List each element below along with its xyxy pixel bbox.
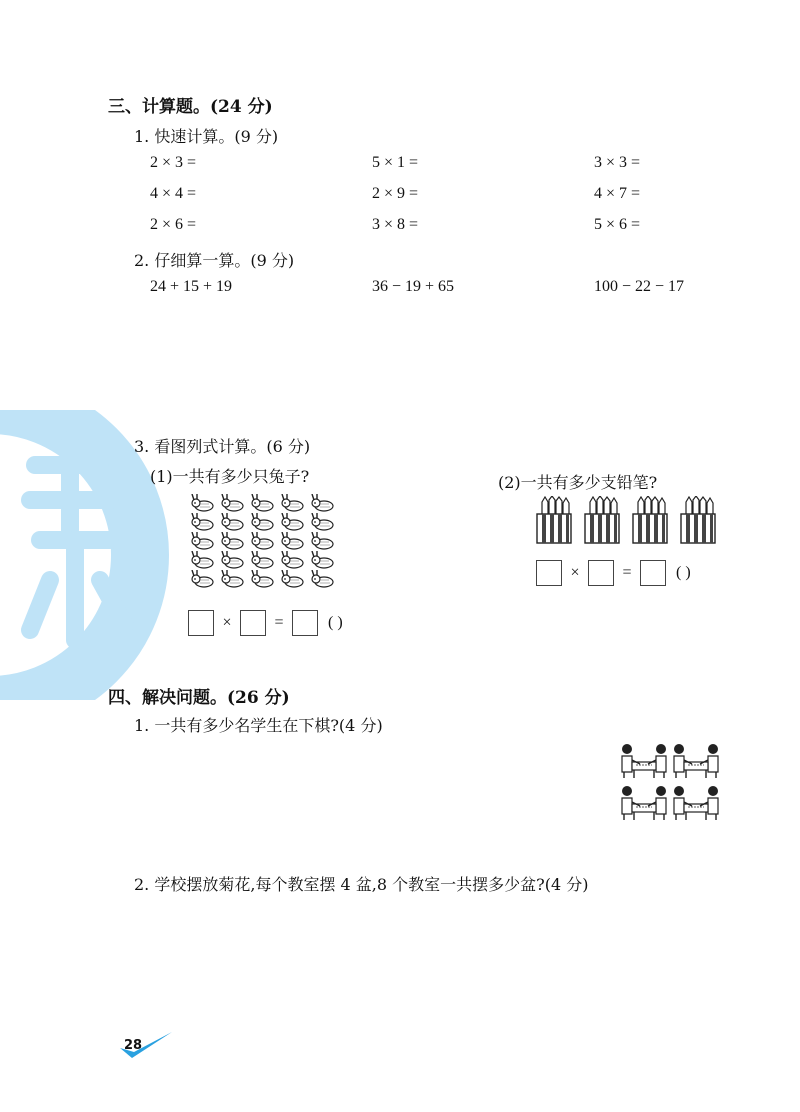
calc-item: 3 × 8 = [372, 216, 419, 233]
rabbit-icon [310, 570, 336, 589]
unit-parentheses: ( ) [676, 564, 691, 581]
rabbit-icon [280, 570, 306, 589]
pencil-cups [534, 496, 718, 548]
rabbit-icon [190, 551, 216, 570]
rabbit-icon [280, 494, 306, 513]
rabbit-icon [280, 513, 306, 532]
rabbit-icon [190, 513, 216, 532]
times-sign: × [570, 564, 580, 581]
answer-box[interactable] [536, 560, 562, 586]
rabbit-icon [310, 494, 336, 513]
equals-sign: = [622, 564, 632, 581]
pencil-cup-icon [630, 496, 670, 548]
rabbit-icon [310, 551, 336, 570]
chess-players-icon [672, 742, 720, 780]
rabbit-icon [310, 532, 336, 551]
rabbit-icon [190, 494, 216, 513]
rabbit-icon [220, 532, 246, 551]
rabbit-icon [250, 494, 276, 513]
rabbit-icon [250, 570, 276, 589]
calc-item: 2 × 9 = [372, 185, 419, 202]
chess-players-icon [620, 784, 668, 822]
chess-players-illustration [620, 742, 720, 822]
answer-box[interactable] [240, 610, 266, 636]
rabbit-icon [220, 570, 246, 589]
rabbit-icon [220, 513, 246, 532]
problem-2-text: 2. 学校摆放菊花,每个教室摆 4 盆,8 个教室一共摆多少盆?(4 分) [134, 875, 589, 894]
rabbit-icon [310, 513, 336, 532]
calc-expression: 100 − 22 − 17 [594, 278, 685, 295]
calc-item: 3 × 3 = [594, 154, 641, 171]
times-sign: × [222, 614, 232, 631]
rabbit-icon [280, 551, 306, 570]
answer-box[interactable] [188, 610, 214, 636]
rabbit-icon [190, 532, 216, 551]
rabbit-icon [250, 532, 276, 551]
calc-item: 4 × 4 = [150, 185, 197, 202]
question-2-title: 2. 仔细算一算。(9 分) [134, 251, 295, 270]
rabbit-icon [190, 570, 216, 589]
answer-box[interactable] [588, 560, 614, 586]
rabbit-icon [280, 532, 306, 551]
calc-item: 2 × 3 = [150, 154, 197, 171]
calc-item: 5 × 6 = [594, 216, 641, 233]
question-3-title: 3. 看图列式计算。(6 分) [134, 437, 311, 456]
question-1-title: 1. 快速计算。(9 分) [134, 127, 279, 146]
rabbit-icon [250, 513, 276, 532]
calc-item: 4 × 7 = [594, 185, 641, 202]
calc-item: 2 × 6 = [150, 216, 197, 233]
section-3-title: 三、计算题。(24 分) [108, 97, 273, 117]
answer-row-pencils [536, 560, 691, 586]
part-1-label: (1)一共有多少只兔子? [150, 467, 310, 486]
answer-box[interactable] [640, 560, 666, 586]
unit-parentheses: ( ) [328, 614, 343, 631]
pencil-cup-icon [534, 496, 574, 548]
calc-expression: 36 − 19 + 65 [372, 278, 455, 295]
chess-players-icon [620, 742, 668, 780]
chess-players-icon [672, 784, 720, 822]
rabbit-icon [220, 494, 246, 513]
calc-expression: 24 + 15 + 19 [150, 278, 233, 295]
rabbit-icon [220, 551, 246, 570]
equals-sign: = [274, 614, 284, 631]
part-2-label: (2)一共有多少支铅笔? [498, 473, 658, 492]
problem-1-text: 1. 一共有多少名学生在下棋?(4 分) [134, 716, 383, 735]
answer-row-rabbits [188, 610, 343, 636]
pencil-cup-icon [678, 496, 718, 548]
page-number: 28 [124, 1038, 143, 1053]
section-4-title: 四、解决问题。(26 分) [108, 688, 290, 708]
answer-box[interactable] [292, 610, 318, 636]
pencil-cup-icon [582, 496, 622, 548]
rabbit-icon [250, 551, 276, 570]
calc-item: 5 × 1 = [372, 154, 419, 171]
rabbit-grid [190, 494, 336, 589]
